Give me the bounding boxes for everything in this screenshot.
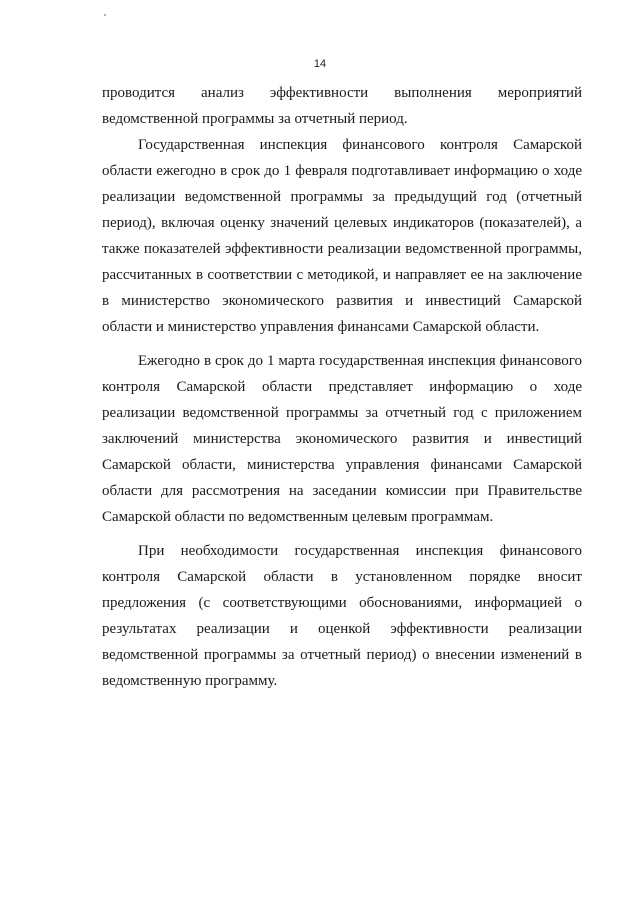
- paragraph-march-report: Ежегодно в срок до 1 марта государственная инспекция финансового контроля Самарской области представляет информацию о ходе реализации ведомственной программы за отчетный год с приложением заключений министерства экономического развития и инвестиций Самарской области, министерства управления финансами Самарской области для рассмотрения на заседании комиссии при Правительстве Самарской области по ведомственным целевым программам.: [102, 353, 582, 525]
- page-number: 14: [313, 58, 327, 70]
- document-body: [102, 80, 582, 694]
- paragraph-amendments: При необходимости государственная инспекция финансового контроля Самарской области в установленном порядке вносит предложения (с соответствующими обоснованиями, информацией о результатах реализации и оценкой эффективности реализации ведомственной программы за отчетный период) о внесении изменений в ведомственную программу.: [102, 543, 582, 689]
- paragraph-continuation: проводится анализ эффективности выполнения мероприятий ведомственной программы за отчетный период.: [102, 85, 582, 127]
- scan-speck: [104, 14, 106, 16]
- paragraph-february-report: Государственная инспекция финансового контроля Самарской области ежегодно в срок до 1 февраля подготавливает информацию о ходе реализации ведомственной программы за предыдущий год (отчетный период), включая оценку значений целевых индикаторов (показателей), а также показателей эффективности реализации ведомственной программы, рассчитанных в соответствии с методикой, и направляет ее на заключение в министерство экономического развития и инвестиций Самарской области и министерство управления финансами Самарской области.: [102, 137, 582, 335]
